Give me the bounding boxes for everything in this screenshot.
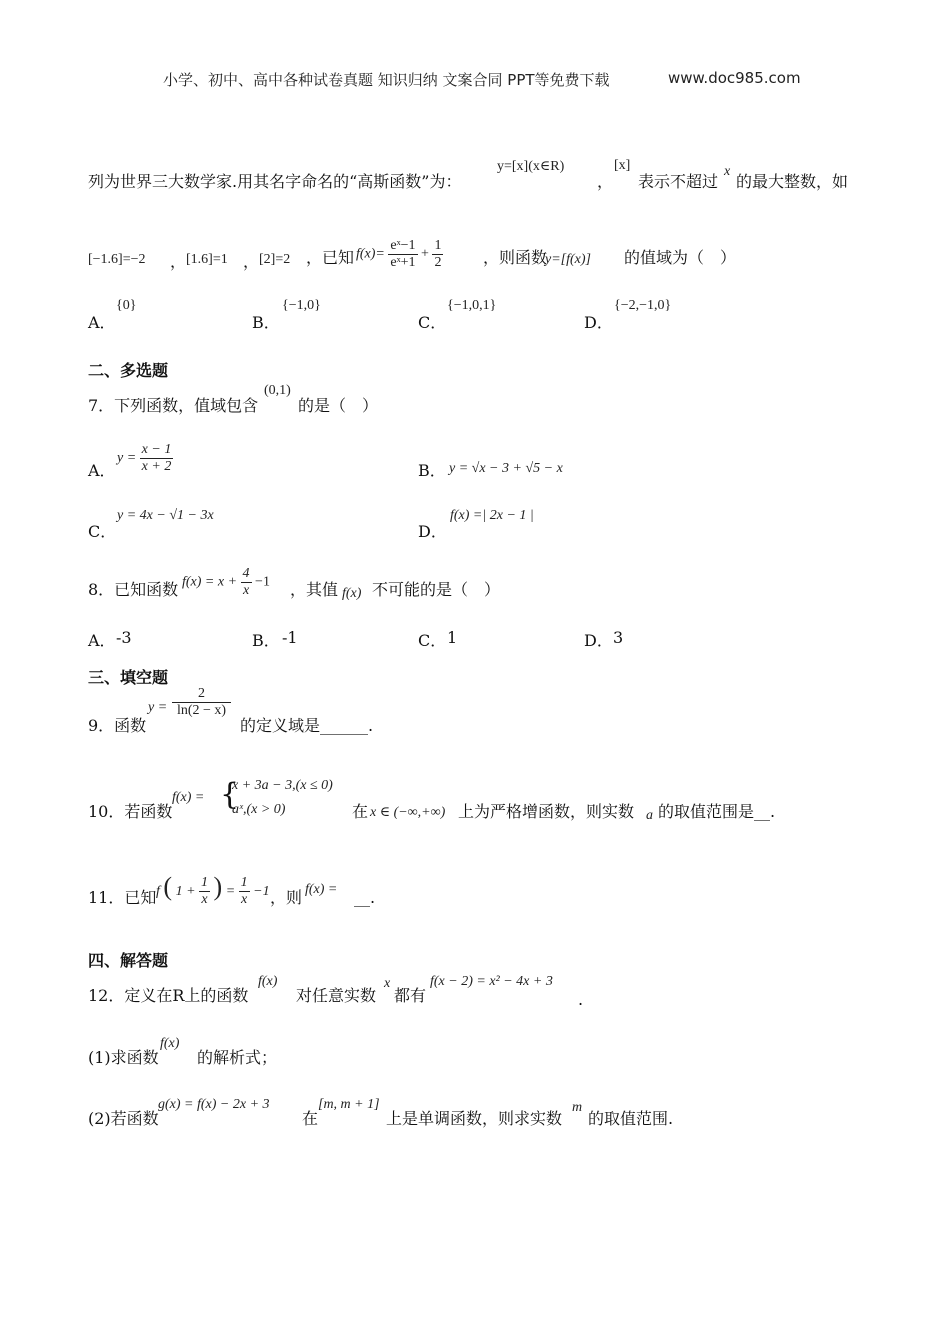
q6-plus: + (421, 246, 429, 262)
q12-dot: . (578, 990, 584, 1009)
q10-fx: f(x) = (172, 790, 205, 805)
q6-option-c-label[interactable]: C． (418, 313, 447, 332)
q7-option-c-formula: y = 4x − √1 − 3x (117, 508, 214, 523)
q6-option-a-value: {0} (116, 298, 137, 313)
q7-suffix: 的是（ ） (298, 396, 379, 415)
q12-part2-end: 的取值范围. (588, 1109, 674, 1128)
q8-fraction (241, 566, 252, 599)
q11-lhs-inner: 1 + (175, 884, 196, 899)
q10-domain: x ∈ (−∞,+∞) (370, 805, 446, 820)
q6-line1-end: 的最大整数，如 (736, 172, 849, 191)
q11-rhs-num: 1 (240, 875, 248, 891)
q11-then: ，则 (270, 888, 303, 907)
q11-right-paren: ) (213, 872, 223, 901)
q6-option-d-label[interactable]: D． (584, 313, 613, 332)
q8-frac-den: x (242, 583, 250, 598)
q8-option-d-value: 3 (613, 628, 624, 647)
q11-lhs-f: f (156, 884, 160, 899)
q7-option-b-label[interactable]: B． (418, 461, 446, 480)
q8-fx2: f(x) (342, 586, 362, 601)
q7-prefix: 7．下列函数，值域包含 (88, 396, 259, 415)
q6-example-1: [−1.6]=−2 (88, 252, 146, 267)
q8-tail: −1 (255, 574, 270, 590)
q10-case-1: x + 3a − 3,(x ≤ 0) (232, 778, 333, 793)
q8-option-d-label[interactable]: D． (584, 631, 613, 650)
q6-frac-den: eˣ+1 (390, 255, 416, 270)
q6-half-den: 2 (434, 255, 442, 270)
q6-half-fraction (432, 238, 443, 271)
q6-option-b-value: {−1,0} (282, 298, 321, 313)
q11-fx: f(x) = (305, 882, 338, 897)
q12-part2-prefix: (2)若函数 (88, 1109, 159, 1128)
q9-suffix: 的定义域是______. (240, 716, 374, 735)
q11-lhs-den: x (201, 892, 208, 908)
section-multi-choice-heading: 二、多选题 (88, 361, 169, 380)
q7-option-a-label[interactable]: A． (88, 461, 116, 480)
q9-fraction (172, 686, 231, 719)
q12-part1-fx: f(x) (160, 1036, 180, 1051)
q12-part2-g: g(x) = f(x) − 2x + 3 (158, 1097, 270, 1112)
q6-known: ，已知 (306, 248, 355, 267)
q9-frac-den: ln(2 − x) (176, 703, 227, 718)
q9-frac-num: 2 (172, 686, 231, 703)
q7-option-a-num: x − 1 (141, 442, 172, 457)
q6-example-3: [2]=2 (259, 252, 291, 267)
q12-part2-in: 在 (302, 1109, 319, 1128)
q12-prefix: 12．定义在R上的函数 (88, 986, 249, 1005)
q12-mid: 对任意实数 (296, 986, 377, 1005)
q7-option-d-formula: f(x) =| 2x − 1 | (450, 508, 534, 523)
q12-part2-mid: 上是单调函数，则求实数 (386, 1109, 563, 1128)
q8-suffix: 不可能的是（ ） (372, 580, 501, 599)
q10-prefix: 10．若函数 (88, 802, 173, 821)
q6-yfx: y=[f(x)] (545, 252, 591, 267)
q6-gauss-formula: y=[x](x∈R) (497, 159, 565, 174)
q6-fx-formula (356, 238, 443, 271)
header-site[interactable]: www.doc985.com (668, 69, 801, 87)
q6-option-c-value: {−1,0,1} (447, 298, 497, 313)
q6-main-fraction (388, 238, 417, 271)
q10-end: 的取值范围是__. (658, 802, 776, 821)
q7-option-a-lhs: y = (117, 450, 137, 466)
q7-option-a-den: x + 2 (141, 459, 172, 474)
q8-frac-num: 4 (242, 566, 250, 581)
q12-var-x: x (384, 976, 391, 991)
q6-example-2: [1.6]=1 (186, 252, 228, 267)
q12-part1-prefix: (1)求函数 (88, 1048, 159, 1067)
q11-lhs-num: 1 (201, 875, 209, 891)
q11-rhs-fraction (239, 875, 250, 908)
q11-end: __. (354, 888, 376, 907)
q6-comma-1: ， (170, 252, 187, 271)
q10-suffix: 上为严格增函数，则实数 (458, 802, 635, 821)
q12-part1-suffix: 的解析式； (197, 1048, 278, 1067)
q10-mid: 在 (352, 802, 369, 821)
q6-range-question: 的值域为（ ） (624, 248, 737, 267)
q6-bracket-x: [x] (614, 158, 631, 173)
q6-then: ，则函数 (483, 248, 548, 267)
q10-var-a: a (646, 808, 653, 823)
q6-var-x: x (724, 164, 731, 179)
q8-option-b-value: -1 (282, 628, 298, 647)
q9-prefix: 9．函数 (88, 716, 147, 735)
q9-frac (172, 686, 231, 719)
q7-option-b-formula: y = √x − 3 + √5 − x (449, 461, 563, 476)
q8-option-c-label[interactable]: C． (418, 631, 447, 650)
q7-option-c-label[interactable]: C． (88, 522, 117, 541)
q11-eq: = (225, 884, 236, 899)
q11-rhs-tail: −1 (253, 884, 270, 899)
q12-fx: f(x) (258, 974, 278, 989)
q6-fx-lhs: f(x)= (356, 246, 385, 262)
q12-have: 都有 (394, 986, 427, 1005)
q8-prefix: 8．已知函数 (88, 580, 179, 599)
q9-y: y = (148, 700, 168, 715)
q6-frac-num: eˣ−1 (390, 238, 416, 253)
section-fill-blank-heading: 三、填空题 (88, 668, 169, 687)
q6-comma: ， (597, 172, 614, 191)
q11-rhs-den: x (241, 892, 248, 908)
q10-case-2: aˣ,(x > 0) (232, 802, 286, 817)
q11-prefix: 11．已知 (88, 888, 157, 907)
q7-interval: (0,1) (264, 383, 291, 398)
section-answer-heading: 四、解答题 (88, 951, 169, 970)
q8-option-b-label[interactable]: B． (252, 631, 280, 650)
q8-option-a-value: -3 (116, 628, 132, 647)
q12-part2-m: m (572, 1100, 583, 1115)
q11-left-paren: ( (163, 872, 173, 901)
q8-formula (182, 566, 270, 599)
q6-option-d-value: {−2,−1,0} (614, 298, 672, 313)
q7-option-a-formula (117, 442, 173, 475)
q12-part2-interval: [m, m + 1] (318, 1097, 380, 1112)
q8-option-c-value: 1 (447, 628, 458, 647)
q7-option-d-label[interactable]: D． (418, 522, 447, 541)
q6-comma-2: ， (243, 252, 260, 271)
q10-brace: { (220, 777, 240, 812)
header-text: 小学、初中、高中各种试卷真题 知识归纳 文案合同 PPT等免费下载 (163, 71, 610, 89)
q6-line1-text: 列为世界三大数学家.用其名字命名的“高斯函数”为： (88, 172, 462, 191)
q8-mid: ，其值 (290, 580, 339, 599)
q8-option-a-label[interactable]: A． (88, 631, 116, 650)
q6-half-num: 1 (434, 238, 442, 253)
q6-line1-mid: 表示不超过 (638, 172, 719, 191)
q6-option-b-label[interactable]: B． (252, 313, 280, 332)
q8-fx: f(x) = x + (182, 574, 238, 590)
q12-equation: f(x − 2) = x² − 4x + 3 (430, 974, 553, 989)
q11-lhs (156, 872, 270, 908)
q7-option-a-fraction (140, 442, 174, 475)
q11-lhs-fraction (199, 875, 210, 908)
q6-option-a-label[interactable]: A． (88, 313, 116, 332)
